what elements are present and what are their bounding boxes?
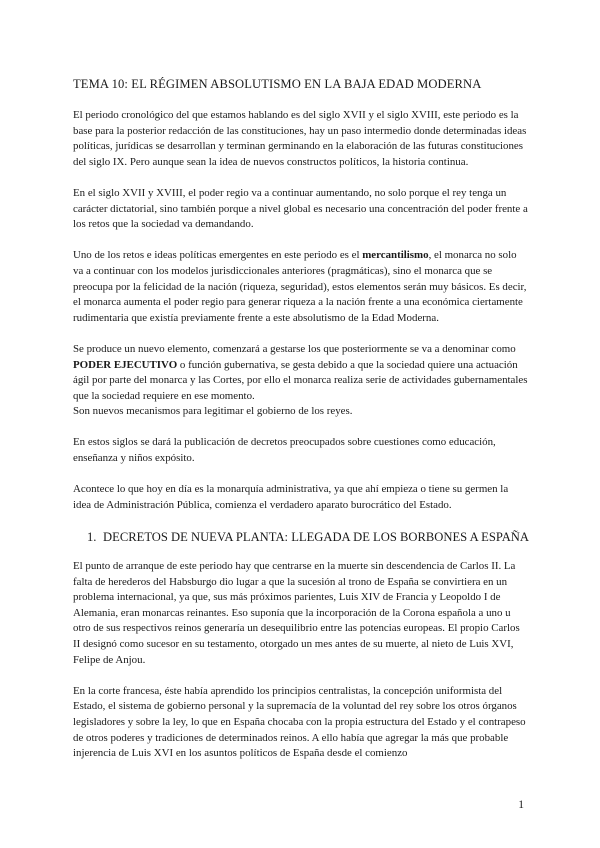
page-number: 1: [518, 799, 524, 811]
paragraph-9: En la corte francesa, éste había aprendido los principios centralistas, la concepción uniformista del Estado, el sistema de gobierno personal y la supremacía de la voluntad del rey sobre los otros órganos legisladores y sobre la ley, lo que en España chocaba con la propia estructura del Estado y el contrapeso de otros poderes y tradiciones de determinados reinos. A ello había que agregar la más que probable injerencia de Luis XVI en los asuntos políticos de España desde el comienzo: [73, 684, 526, 760]
mercantilismo-term: mercantilismo: [362, 249, 429, 262]
document-body: [73, 108, 529, 762]
paragraph-7: Acontece lo que hoy en día es la monarquía administrativa, ya que ahí empieza o tiene su germen la idea de Administración Pública, comienza el verdadero aparato burocrático del Estado.: [73, 483, 509, 511]
paragraph-3: [73, 248, 529, 326]
paragraph-8: El punto de arranque de este periodo hay que centrarse en la muerte sin descendencia de Carlos II. La falta de herederos del Habsburgo dio lugar a que la sucesión al trono de España se convirtiera en un problema internacional, ya que, sus más próximos parientes, Luis XIV de Francia y Leopoldo I de Alemania, eran monarcas reinantes. Eso suponía que la incorporación de la Corona española a uno u otro de sus respectivos reinos generaría un desequilibrio entre las potencias europeas. El propio Carlos II designó como sucesor en su testamento, otorgado un mes antes de su muerte, al nieto de Luis XVI, Felipe de Anjou.: [73, 560, 520, 666]
section-1-number: 1.: [87, 530, 97, 545]
paragraph-6: En estos siglos se dará la publicación de decretos preocupados sobre cuestiones como educación, enseñanza y niños expósito.: [73, 436, 496, 465]
paragraph-4: [73, 342, 529, 404]
document-title: TEMA 10: EL RÉGIMEN ABSOLUTISMO EN LA BAJA EDAD MODERNA: [73, 77, 482, 91]
section-1-title: DECRETOS DE NUEVA PLANTA: LLEGADA DE LOS BORBONES A ESPAÑA: [103, 530, 529, 545]
paragraph-3-text-a: Uno de los retos e ideas políticas emergentes en este periodo es el: [73, 249, 363, 262]
paragraph-2: En el siglo XVII y XVIII, el poder regio va a continuar aumentando, no solo porque el rey tenga un carácter dictatorial, sino también porque a nivel global es necesario una concentración del poder frente a los retos que la sociedad va demandando.: [73, 186, 528, 231]
paragraph-3-text-b: , el monarca no solo va a continuar con los modelos jurisdiccionales anteriores (pragmáticas), sino el monarca que se preocupa por la felicidad de la nación (riqueza, seguridad), estos elementos serán muy básicos. Es decir, el monarca aumenta el poder regio para generar riqueza a la nación frente a una económica ciertamente rudimentaria que existía previamente frente a este absolutismo de la Edad Moderna.: [73, 249, 527, 324]
section-1-heading: [87, 529, 529, 545]
poder-ejecutivo-term: PODER EJECUTIVO: [73, 358, 178, 371]
paragraph-1: El periodo cronológico del que estamos hablando es del siglo XVII y el siglo XVIII, este periodo es la base para la posterior redacción de las constituciones, hay un paso intermedio donde determinadas ideas políticas, jurídicas se desarrollan y terminan germinando en la elaboración de las futuras constituciones del siglo IX. Pero aunque sean la idea de nuevos constructos políticos, la historia continua.: [73, 109, 527, 168]
paragraph-4-text-b: o función gubernativa, se gesta debido a que la sociedad quiere una actuación ágil por parte del monarca y las Cortes, por ello el monarca realiza serie de actividades gubernamentales que la sociedad requiere en ese momento.: [73, 358, 528, 402]
paragraph-5: Son nuevos mecanismos para legitimar el gobierno de los reyes.: [73, 405, 353, 418]
paragraph-4-text-a: Se produce un nuevo elemento, comenzará a gestarse los que posteriormente se va a denominar como: [73, 342, 516, 355]
